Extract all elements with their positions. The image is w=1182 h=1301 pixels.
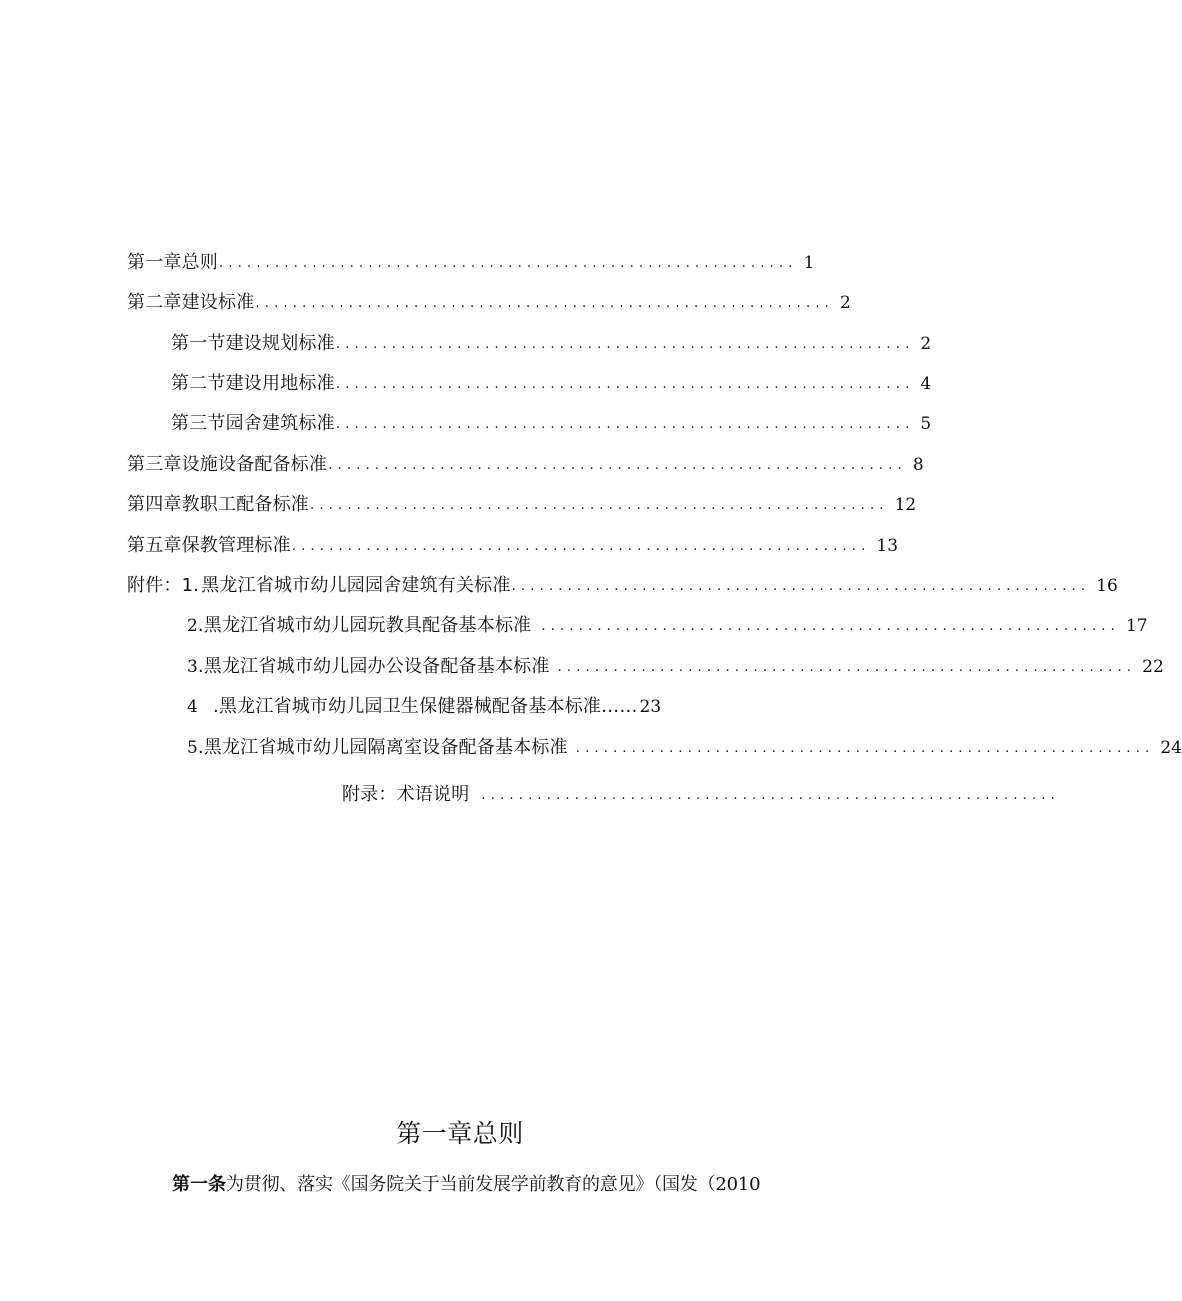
toc-entry-title: 第二章建设标准	[127, 292, 255, 313]
toc-attachment-number: 4	[187, 697, 198, 717]
toc-page-number: 2	[920, 334, 932, 354]
toc-page-number: 17	[1125, 616, 1148, 636]
toc-dot-leader: ..............................................................	[557, 660, 1137, 675]
chapter-heading: 第一章总则	[396, 1119, 524, 1148]
toc-entry-attachment-4[interactable]	[187, 688, 741, 718]
toc-page-number: 8	[912, 455, 924, 475]
toc-page-number: 16	[1096, 576, 1118, 596]
toc-attachment-number: 5	[187, 738, 198, 758]
toc-entry-chapter-4[interactable]	[127, 486, 917, 516]
toc-entry-title: 第三节园舍建筑标准	[171, 413, 335, 434]
toc-entry-title: 第一章总则	[127, 252, 218, 273]
toc-page-number: 23	[639, 697, 662, 717]
toc-entry-title: .黑龙江省城市幼儿园办公设备配备基本标准	[197, 656, 550, 677]
toc-dot-leader: ..............................................................	[481, 788, 1061, 803]
toc-entry-title: 第五章保教管理标准	[127, 535, 291, 556]
toc-entry-title: 黑龙江省城市幼儿园园舍建筑有关标准	[201, 575, 511, 596]
toc-entry-chapter-1[interactable]	[127, 244, 815, 274]
toc-dot-leader: ..............................................................	[219, 256, 798, 271]
toc-page-number: 22	[1142, 657, 1164, 677]
toc-entry-attachment-2[interactable]	[187, 607, 1148, 637]
toc-dot-leader: ..............................................................	[575, 741, 1155, 756]
toc-page-number: 4	[920, 374, 932, 394]
toc-dot-leader: ..............................................................	[291, 539, 871, 554]
article-text: 为贯彻、落实《国务院关于当前发展学前教育的意见》（国发（2010	[226, 1174, 761, 1195]
toc-entry-title: 第一节建设规划标准	[171, 333, 335, 354]
toc-dot-leader: ..............................................................	[255, 296, 835, 311]
toc-dot-leader: ..............................................................	[328, 458, 907, 473]
toc-attachment-prefix: 附件：1.	[127, 575, 200, 596]
toc-entry-chapter-2[interactable]	[127, 284, 851, 314]
toc-entry-title: .黑龙江省城市幼儿园玩教具配备基本标准	[197, 615, 532, 636]
toc-entry-title: 第四章教职工配备标准	[127, 494, 309, 515]
toc-entry-appendix[interactable]	[342, 776, 1061, 806]
article-label: 第一条	[172, 1174, 226, 1195]
toc-entry-title: 附录：术语说明	[342, 784, 470, 805]
toc-entry-title: 第三章设施设备配备标准	[127, 454, 328, 475]
toc-entry-section-1[interactable]	[171, 325, 932, 355]
toc-entry-chapter-5[interactable]	[127, 527, 899, 557]
toc-dot-leader: ..............................................................	[335, 337, 915, 352]
toc-page-number: 24	[1160, 738, 1182, 758]
toc-entry-attachment-3[interactable]	[187, 648, 1164, 678]
toc-page-number: 13	[876, 536, 899, 556]
toc-entry-title: .黑龙江省城市幼儿园隔离室设备配备基本标准	[197, 737, 568, 758]
toc-page-number: 1	[803, 253, 815, 273]
toc-entry-title: 第二节建设用地标准	[171, 373, 335, 394]
toc-entry-attachment-5[interactable]	[187, 729, 1182, 759]
toc-entry-section-3[interactable]	[171, 405, 932, 435]
toc-entry-attachment-1[interactable]	[127, 567, 1118, 597]
toc-dot-leader: ..............................................................	[310, 498, 889, 513]
toc-entry-section-2[interactable]	[171, 365, 932, 395]
toc-dot-leader: ..............................................................	[511, 579, 1091, 594]
toc-dot-leader: ..............................................................	[541, 619, 1120, 634]
toc-page-number: 5	[920, 414, 932, 434]
toc-entry-title: .黑龙江省城市幼儿园卫生保健器械配备基本标准……	[213, 696, 638, 717]
toc-dot-leader: ..............................................................	[335, 377, 915, 392]
toc-dot-leader: ..............................................................	[335, 417, 915, 432]
toc-entry-chapter-3[interactable]	[127, 446, 924, 476]
toc-page-number: 12	[894, 495, 917, 515]
toc-attachment-number: 3	[187, 657, 198, 677]
toc-attachment-number: 2	[187, 616, 198, 636]
article-paragraph	[172, 1170, 852, 1200]
toc-page-number: 2	[840, 293, 851, 313]
